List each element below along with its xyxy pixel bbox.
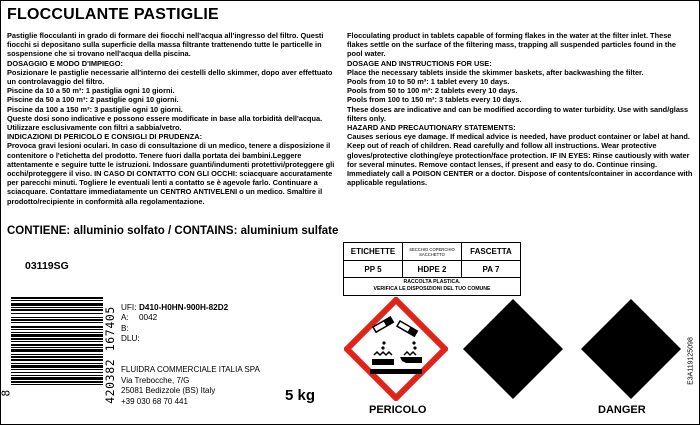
- english-dose-1: Pools from 10 to 50 m³: 1 tablet every 10 days.: [347, 77, 510, 87]
- barcode-digits-wrap: [103, 297, 117, 413]
- english-hazard-heading: HAZARD AND PRECAUTIONARY STATEMENTS:: [347, 123, 516, 133]
- signal-word-italian: PERICOLO: [369, 404, 427, 416]
- italian-text-block: [7, 31, 337, 206]
- company-address: [121, 365, 260, 407]
- recycling-header-labels: ETICHETTE: [344, 243, 403, 260]
- italian-hazard-heading: INDICAZIONI DI PERICOLO E CONSIGLI DI PRUDENZA:: [7, 132, 203, 142]
- black-diamond-icon: [579, 297, 683, 401]
- english-dose-note: These doses are indicative and can be modified according to water turbidity. Use with sand/glass filters only.: [347, 104, 689, 123]
- recycling-value-labels: PP 5: [344, 261, 403, 277]
- italian-hazard-text: Provoca gravi lesioni oculari. In caso di consultazione di un medico, tenere a disposizione il contenitore o l'etichetta del prodotto. Tenere fuori dalla portata dei bambini.Leggere attentamente e seguire tutte le istruzioni. Indossare guanti/indumenti protettivi/proteggere gli occhi/proteggere il viso. IN CASO DI CONTATTO CON GLI OCCHI: sciacquare accuratamente per parecchi minuti. Togliere le eventuali lenti a contatto se è agevole farlo. Continuare a sciacquare. Contattare immediatamente un CENTRO ANTIVELENI o un medico. Smaltire il prodotto/recipiente in conformità alla regolamentazione.: [7, 141, 335, 206]
- recycling-value-band: PA 7: [482, 264, 500, 274]
- recycling-note-line-1: RACCOLTA PLASTICA.: [403, 279, 461, 285]
- english-dose-2: Pools from 50 to 100 m³: 2 tablets every 10 days.: [347, 86, 518, 96]
- contains-statement: CONTIENE: alluminio solfato / CONTAINS: aluminium sulfate: [7, 225, 339, 237]
- black-diamond-icon: [461, 297, 565, 401]
- corrosion-pictogram-icon: [344, 297, 448, 401]
- recycling-table: [343, 242, 521, 296]
- product-code: 03119SG: [25, 260, 69, 272]
- company-city: 25081 Bedizzole (BS) Italy: [121, 386, 216, 395]
- dlu-label: DLU:: [121, 333, 140, 343]
- italian-dose-2: Piscine da 50 a 100 m³: 2 pastiglie ogni 10 giorni.: [7, 95, 179, 105]
- italian-dose-3: Piscine da 100 a 150 m³: 3 pastiglie ogni 10 giorni.: [7, 104, 183, 114]
- net-weight: 5 kg: [285, 387, 316, 404]
- signal-word-english: DANGER: [598, 404, 646, 416]
- italian-dosage-text: Posizionare le pastiglie necessarie all'interno dei cestelli dello skimmer, dopo aver effettuato un controlavaggio del filtro.: [7, 67, 333, 87]
- company-name: FLUIDRA COMMERCIALE ITALIA SPA: [121, 365, 260, 374]
- barcode-lead-digit: 8: [0, 389, 13, 397]
- b-label: B:: [121, 323, 129, 333]
- recycling-header-band: FASCETTA: [470, 247, 512, 256]
- ufi-label: UFI:: [121, 303, 137, 312]
- recycling-header-bucket: SECCHIO COPERCHIO SACCHETTO: [403, 243, 462, 260]
- a-label: A:: [121, 313, 129, 323]
- english-hazard-text: Causes serious eye damage. If medical advice is needed, have product container or label at hand. Keep out of reach of children. Read carefully and follow all instructions. Wear protective gloves/protective clothing/eye protection/face protection. IF IN EYES: Rinse cautiously with water for several minutes. Remove contact lenses, if present and easy to do. Continue rinsing. Immediately call a POISON CENTER or a doctor. Dispose of contents/container in accordance with applicable regulations.: [347, 132, 693, 188]
- english-dose-3: Pools from 100 to 150 m³: 3 tablets every 10 days.: [347, 95, 522, 105]
- barcode: [11, 297, 103, 413]
- company-phone: +39 030 68 70 441: [121, 396, 188, 406]
- english-dosage-heading: DOSAGE AND INSTRUCTIONS FOR USE:: [347, 58, 492, 68]
- italian-dose-note: Queste dosi sono indicative e possono essere modificate in base alla torbidità dell'acqua. Utilizzare esclusivamente con filtri a sabbia/vetro.: [7, 113, 323, 133]
- english-description: Flocculating product in tablets capable of forming flakes in the water at the filter inlet. These flakes settle on the surface of the filtering mass, trapping all suspended particles found in the pool water.: [347, 31, 676, 59]
- italian-dosage-heading: DOSAGGIO E MODO D'IMPIEGO:: [7, 58, 123, 68]
- recycling-value-bucket: HDPE 2: [403, 261, 462, 277]
- italian-dose-1: Piscine da 10 a 50 m³: 1 pastiglia ogni 10 giorni.: [7, 86, 175, 96]
- english-text-block: [347, 31, 693, 187]
- recycling-note-line-2: VERIFICA LE DISPOSIZIONI DEL TUO COMUNE: [373, 286, 491, 292]
- side-code-wrap: [684, 301, 698, 421]
- recycling-note: [344, 278, 520, 295]
- lot-info: [121, 303, 228, 344]
- product-title: FLOCCULANTE PASTIGLIE: [7, 6, 219, 23]
- english-dosage-text: Place the necessary tablets inside the skimmer baskets, after backwashing the filter.: [347, 67, 644, 77]
- barcode-digits: 420382 167405: [103, 306, 117, 404]
- a-value: 0042: [139, 313, 158, 323]
- side-code: E3A119125098: [687, 337, 695, 385]
- italian-description: Pastiglie flocculanti in grado di formare dei fiocchi nell'acqua all'ingresso del filtro. Questi fiocchi si depositano sulla superficie della massa filtrante trattenendo tutte le particelle in sospensione che si trovano nell'acqua della piscina.: [7, 31, 324, 59]
- ufi-value: D410-H0HN-900H-82D2: [139, 303, 229, 312]
- company-street: Via Trebocche, 7/G: [121, 375, 190, 385]
